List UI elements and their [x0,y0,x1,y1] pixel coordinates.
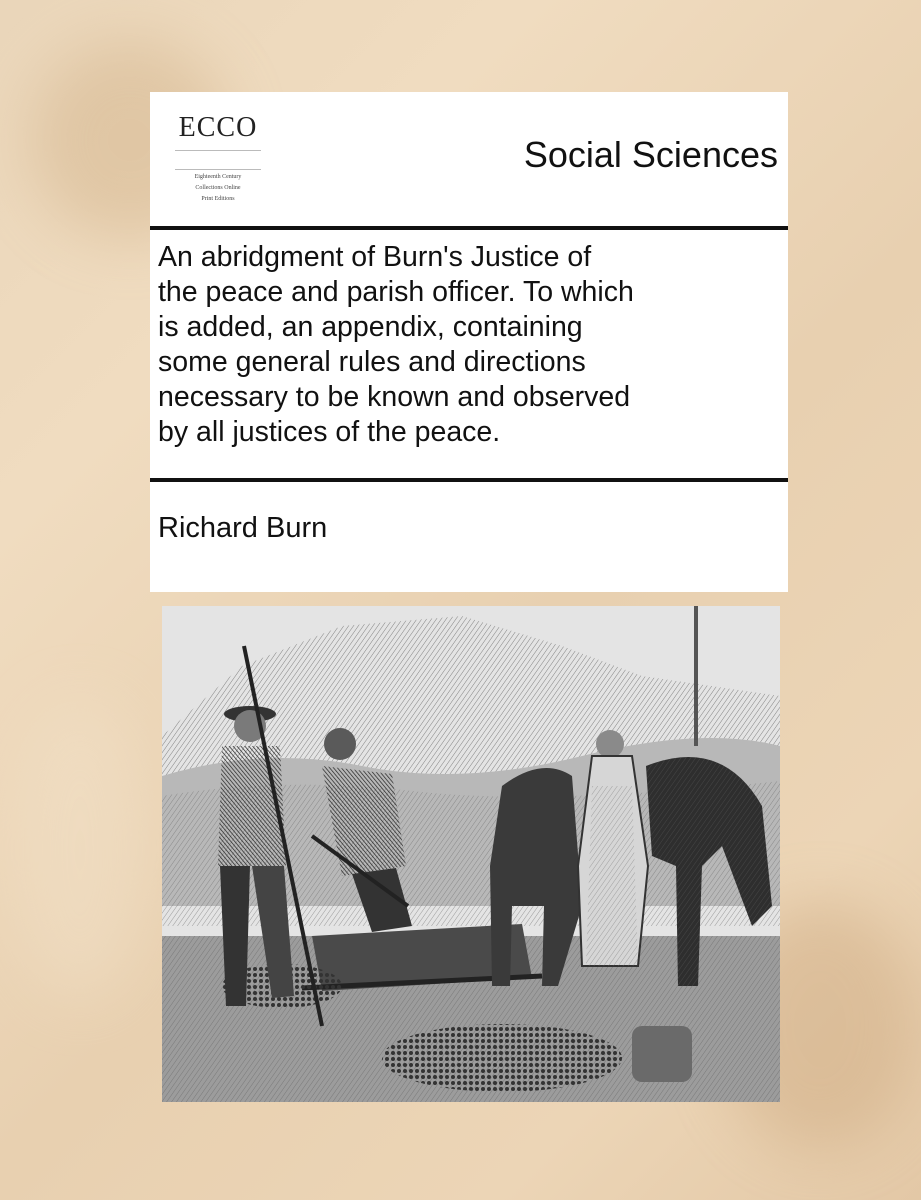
engraving-illustration [162,606,780,1102]
title-line: necessary to be known and observed [158,381,631,413]
logo-letters: ECCO [178,112,258,143]
background-stain [10,700,150,1000]
series-title: Social Sciences [523,134,778,175]
title-line: An abridgment of Burn's Justice of [158,241,592,273]
title-line: some general rules and directions [158,346,586,378]
logo-ornament [175,150,261,170]
ecco-logo [168,106,268,226]
logo-tagline-line: Eighteenth Century [194,174,242,180]
title-line: is added, an appendix, containing [158,311,583,343]
title-line: the peace and parish officer. To which [158,276,634,308]
logo-tagline-line: Print Editions [201,196,235,202]
divider-rule [150,478,788,482]
title-line: by all justices of the peace. [158,416,501,448]
book-title [158,240,788,450]
divider-rule [150,226,788,230]
cover-engraving [162,606,780,1102]
cover-label-card [150,92,788,592]
logo-tagline-line: Collections Online [195,185,241,191]
author-name: Richard Burn [158,512,328,544]
